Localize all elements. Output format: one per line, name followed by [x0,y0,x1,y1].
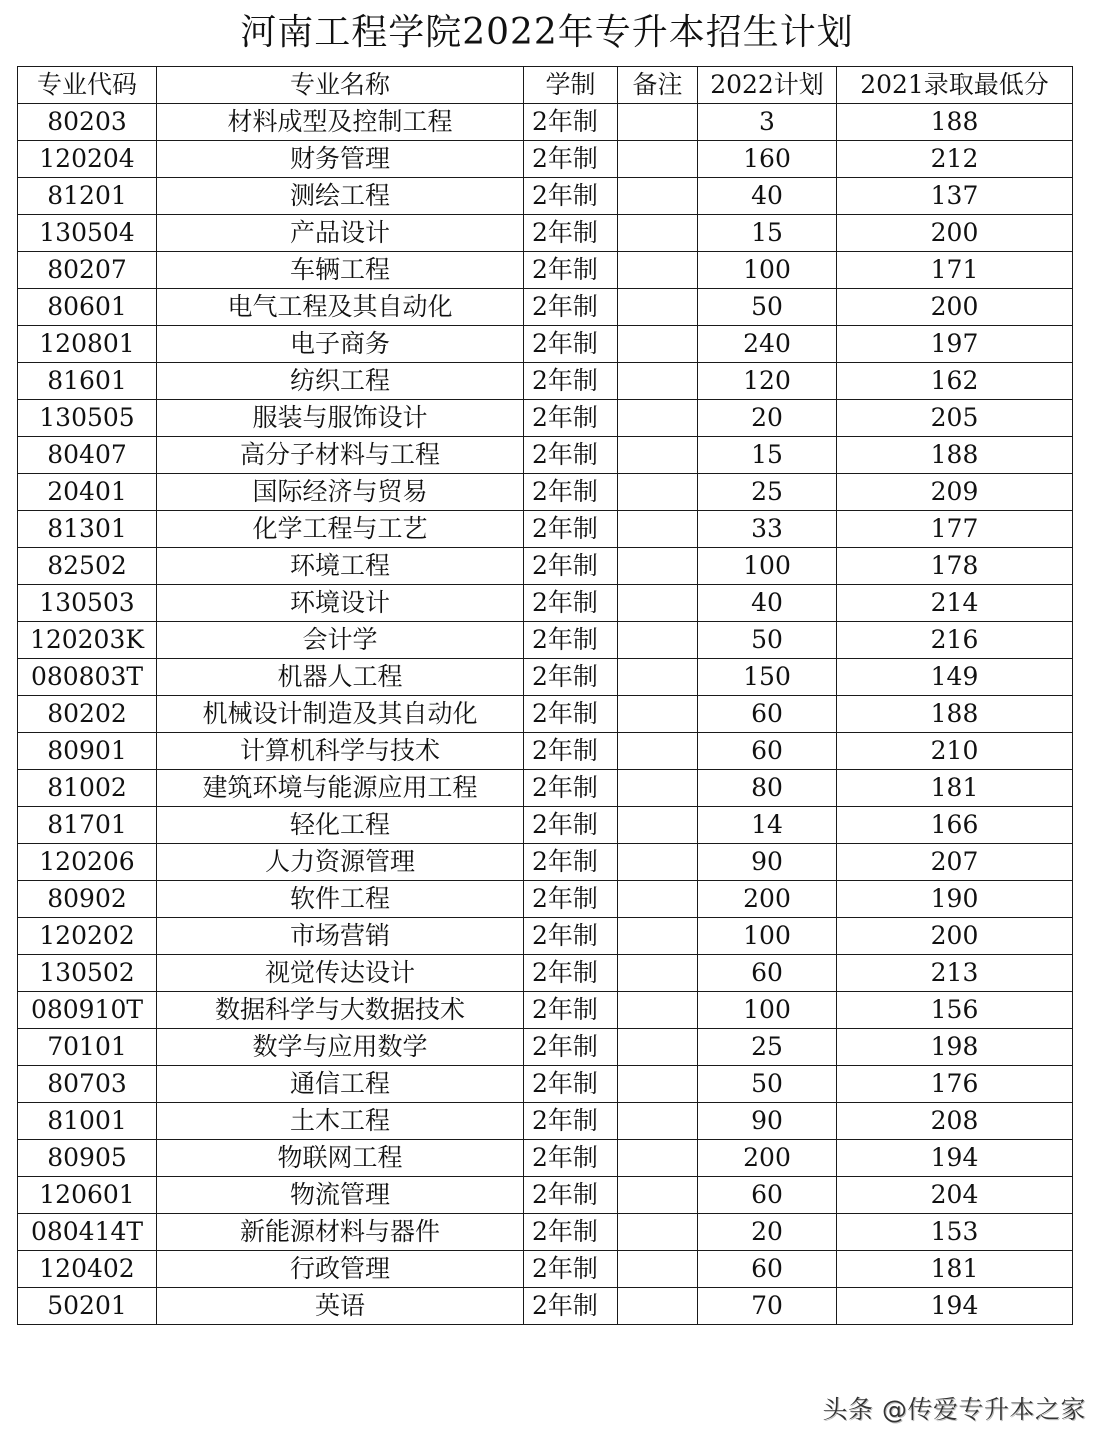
plan-2022-cell: 100 [698,252,837,289]
table-row [18,1288,1073,1325]
major-name-cell: 轻化工程 [157,807,524,844]
note-cell [618,1140,698,1177]
major-name-cell: 市场营销 [157,918,524,955]
note-cell [618,215,698,252]
table-row [18,400,1073,437]
study-system-cell: 2年制 [524,1066,618,1103]
major-name-cell: 物流管理 [157,1177,524,1214]
table-row [18,252,1073,289]
major-name-cell: 环境设计 [157,585,524,622]
table-row [18,770,1073,807]
min-score-2021-cell: 210 [837,733,1073,770]
major-code-cell: 130503 [18,585,157,622]
study-system-cell: 2年制 [524,178,618,215]
study-system-cell: 2年制 [524,252,618,289]
min-score-2021-cell: 188 [837,696,1073,733]
min-score-2021-cell: 188 [837,104,1073,141]
major-name-cell: 国际经济与贸易 [157,474,524,511]
major-name-cell: 纺织工程 [157,363,524,400]
plan-2022-cell: 50 [698,1066,837,1103]
note-cell [618,992,698,1029]
major-name-cell: 机器人工程 [157,659,524,696]
note-cell [618,659,698,696]
plan-2022-cell: 14 [698,807,837,844]
plan-2022-cell: 80 [698,770,837,807]
major-code-cell: 80203 [18,104,157,141]
table-row [18,1066,1073,1103]
table-row [18,696,1073,733]
study-system-cell: 2年制 [524,363,618,400]
plan-2022-cell: 15 [698,215,837,252]
table-row [18,1029,1073,1066]
plan-2022-cell: 60 [698,696,837,733]
min-score-2021-cell: 209 [837,474,1073,511]
table-row [18,807,1073,844]
major-code-cell: 120206 [18,844,157,881]
min-score-2021-cell: 171 [837,252,1073,289]
min-score-2021-cell: 137 [837,178,1073,215]
major-code-cell: 80202 [18,696,157,733]
min-score-2021-cell: 214 [837,585,1073,622]
note-cell [618,1288,698,1325]
note-cell [618,955,698,992]
table-row [18,1251,1073,1288]
min-score-2021-cell: 200 [837,289,1073,326]
study-system-cell: 2年制 [524,1177,618,1214]
note-cell [618,548,698,585]
note-cell [618,474,698,511]
study-system-cell: 2年制 [524,844,618,881]
major-code-cell: 80601 [18,289,157,326]
header-2022-plan: 2022计划 [698,67,837,104]
major-name-cell: 建筑环境与能源应用工程 [157,770,524,807]
header-2021-min-score: 2021录取最低分 [837,67,1073,104]
min-score-2021-cell: 178 [837,548,1073,585]
study-system-cell: 2年制 [524,918,618,955]
major-code-cell: 81601 [18,363,157,400]
study-system-cell: 2年制 [524,992,618,1029]
study-system-cell: 2年制 [524,1251,618,1288]
study-system-cell: 2年制 [524,141,618,178]
note-cell [618,1251,698,1288]
note-cell [618,881,698,918]
note-cell [618,141,698,178]
table-row [18,585,1073,622]
table-row [18,918,1073,955]
note-cell [618,696,698,733]
major-name-cell: 财务管理 [157,141,524,178]
min-score-2021-cell: 162 [837,363,1073,400]
major-code-cell: 81301 [18,511,157,548]
plan-2022-cell: 25 [698,474,837,511]
note-cell [618,511,698,548]
table-row [18,1214,1073,1251]
major-code-cell: 81001 [18,1103,157,1140]
min-score-2021-cell: 176 [837,1066,1073,1103]
min-score-2021-cell: 204 [837,1177,1073,1214]
note-cell [618,1066,698,1103]
table-row [18,844,1073,881]
major-name-cell: 英语 [157,1288,524,1325]
note-cell [618,622,698,659]
major-name-cell: 行政管理 [157,1251,524,1288]
plan-2022-cell: 70 [698,1288,837,1325]
note-cell [618,918,698,955]
plan-2022-cell: 50 [698,289,837,326]
min-score-2021-cell: 190 [837,881,1073,918]
note-cell [618,1214,698,1251]
study-system-cell: 2年制 [524,955,618,992]
major-name-cell: 车辆工程 [157,252,524,289]
major-code-cell: 80207 [18,252,157,289]
table-row [18,881,1073,918]
major-name-cell: 通信工程 [157,1066,524,1103]
major-name-cell: 产品设计 [157,215,524,252]
study-system-cell: 2年制 [524,548,618,585]
note-cell [618,807,698,844]
watermark: 头条 @传爱专升本之家 [822,1395,1086,1424]
major-name-cell: 会计学 [157,622,524,659]
study-system-cell: 2年制 [524,511,618,548]
table-row [18,1103,1073,1140]
note-cell [618,733,698,770]
major-code-cell: 82502 [18,548,157,585]
table-row [18,104,1073,141]
header-note: 备注 [618,67,698,104]
note-cell [618,326,698,363]
major-code-cell: 120801 [18,326,157,363]
note-cell [618,770,698,807]
study-system-cell: 2年制 [524,807,618,844]
min-score-2021-cell: 166 [837,807,1073,844]
plan-2022-cell: 100 [698,918,837,955]
major-name-cell: 物联网工程 [157,1140,524,1177]
major-code-cell: 80905 [18,1140,157,1177]
table-row [18,511,1073,548]
plan-2022-cell: 50 [698,622,837,659]
major-code-cell: 81201 [18,178,157,215]
plan-2022-cell: 100 [698,548,837,585]
min-score-2021-cell: 181 [837,1251,1073,1288]
note-cell [618,585,698,622]
major-code-cell: 81701 [18,807,157,844]
major-code-cell: 120204 [18,141,157,178]
study-system-cell: 2年制 [524,326,618,363]
major-code-cell: 70101 [18,1029,157,1066]
table-row [18,289,1073,326]
min-score-2021-cell: 213 [837,955,1073,992]
plan-2022-cell: 240 [698,326,837,363]
major-name-cell: 测绘工程 [157,178,524,215]
table-row [18,437,1073,474]
plan-2022-cell: 20 [698,400,837,437]
major-name-cell: 计算机科学与技术 [157,733,524,770]
table-row [18,733,1073,770]
study-system-cell: 2年制 [524,1029,618,1066]
plan-2022-cell: 3 [698,104,837,141]
study-system-cell: 2年制 [524,400,618,437]
major-code-cell: 50201 [18,1288,157,1325]
plan-2022-cell: 200 [698,881,837,918]
major-name-cell: 土木工程 [157,1103,524,1140]
plan-2022-cell: 60 [698,733,837,770]
study-system-cell: 2年制 [524,1288,618,1325]
min-score-2021-cell: 216 [837,622,1073,659]
plan-2022-cell: 20 [698,1214,837,1251]
study-system-cell: 2年制 [524,289,618,326]
min-score-2021-cell: 200 [837,918,1073,955]
study-system-cell: 2年制 [524,1214,618,1251]
major-name-cell: 软件工程 [157,881,524,918]
note-cell [618,400,698,437]
table-row [18,363,1073,400]
major-code-cell: 81002 [18,770,157,807]
table-row [18,178,1073,215]
major-code-cell: 080910T [18,992,157,1029]
major-code-cell: 80902 [18,881,157,918]
major-code-cell: 130504 [18,215,157,252]
major-name-cell: 机械设计制造及其自动化 [157,696,524,733]
plan-2022-cell: 150 [698,659,837,696]
major-name-cell: 电子商务 [157,326,524,363]
min-score-2021-cell: 198 [837,1029,1073,1066]
min-score-2021-cell: 205 [837,400,1073,437]
table-row [18,1177,1073,1214]
major-code-cell: 120203K [18,622,157,659]
min-score-2021-cell: 156 [837,992,1073,1029]
note-cell [618,1177,698,1214]
min-score-2021-cell: 208 [837,1103,1073,1140]
table-header-row [18,67,1073,104]
study-system-cell: 2年制 [524,622,618,659]
study-system-cell: 2年制 [524,215,618,252]
min-score-2021-cell: 207 [837,844,1073,881]
page-title: 河南工程学院2022年专升本招生计划 [240,12,854,53]
min-score-2021-cell: 149 [837,659,1073,696]
note-cell [618,1103,698,1140]
table-row [18,326,1073,363]
plan-2022-cell: 40 [698,178,837,215]
note-cell [618,437,698,474]
major-name-cell: 数学与应用数学 [157,1029,524,1066]
major-code-cell: 120402 [18,1251,157,1288]
study-system-cell: 2年制 [524,437,618,474]
header-study-system: 学制 [524,67,618,104]
major-name-cell: 新能源材料与器件 [157,1214,524,1251]
major-name-cell: 数据科学与大数据技术 [157,992,524,1029]
major-code-cell: 120601 [18,1177,157,1214]
major-name-cell: 人力资源管理 [157,844,524,881]
major-name-cell: 电气工程及其自动化 [157,289,524,326]
major-name-cell: 高分子材料与工程 [157,437,524,474]
min-score-2021-cell: 194 [837,1288,1073,1325]
min-score-2021-cell: 194 [837,1140,1073,1177]
table-row [18,659,1073,696]
plan-2022-cell: 40 [698,585,837,622]
major-name-cell: 化学工程与工艺 [157,511,524,548]
study-system-cell: 2年制 [524,696,618,733]
table-row [18,992,1073,1029]
plan-2022-cell: 60 [698,1177,837,1214]
note-cell [618,178,698,215]
plan-2022-cell: 15 [698,437,837,474]
min-score-2021-cell: 181 [837,770,1073,807]
major-name-cell: 视觉传达设计 [157,955,524,992]
note-cell [618,104,698,141]
plan-2022-cell: 33 [698,511,837,548]
table-row [18,215,1073,252]
header-major-name: 专业名称 [157,67,524,104]
study-system-cell: 2年制 [524,770,618,807]
major-code-cell: 080414T [18,1214,157,1251]
table-row [18,141,1073,178]
note-cell [618,252,698,289]
major-code-cell: 130502 [18,955,157,992]
study-system-cell: 2年制 [524,1140,618,1177]
major-name-cell: 环境工程 [157,548,524,585]
plan-2022-cell: 25 [698,1029,837,1066]
major-code-cell: 80407 [18,437,157,474]
table-row [18,622,1073,659]
table-row [18,1140,1073,1177]
table-row [18,474,1073,511]
plan-2022-cell: 60 [698,1251,837,1288]
header-major-code: 专业代码 [18,67,157,104]
major-code-cell: 80901 [18,733,157,770]
major-code-cell: 080803T [18,659,157,696]
note-cell [618,363,698,400]
enrollment-plan-table [17,66,1073,1325]
table-row [18,955,1073,992]
study-system-cell: 2年制 [524,659,618,696]
study-system-cell: 2年制 [524,881,618,918]
min-score-2021-cell: 188 [837,437,1073,474]
plan-2022-cell: 60 [698,955,837,992]
note-cell [618,289,698,326]
plan-2022-cell: 160 [698,141,837,178]
min-score-2021-cell: 153 [837,1214,1073,1251]
major-name-cell: 服装与服饰设计 [157,400,524,437]
min-score-2021-cell: 177 [837,511,1073,548]
study-system-cell: 2年制 [524,474,618,511]
study-system-cell: 2年制 [524,104,618,141]
table-row [18,548,1073,585]
major-code-cell: 120202 [18,918,157,955]
major-code-cell: 20401 [18,474,157,511]
study-system-cell: 2年制 [524,585,618,622]
major-code-cell: 80703 [18,1066,157,1103]
major-name-cell: 材料成型及控制工程 [157,104,524,141]
min-score-2021-cell: 197 [837,326,1073,363]
plan-2022-cell: 200 [698,1140,837,1177]
note-cell [618,1029,698,1066]
study-system-cell: 2年制 [524,733,618,770]
plan-2022-cell: 100 [698,992,837,1029]
plan-2022-cell: 90 [698,844,837,881]
min-score-2021-cell: 212 [837,141,1073,178]
min-score-2021-cell: 200 [837,215,1073,252]
major-code-cell: 130505 [18,400,157,437]
plan-2022-cell: 120 [698,363,837,400]
study-system-cell: 2年制 [524,1103,618,1140]
table-body [18,104,1073,1325]
plan-2022-cell: 90 [698,1103,837,1140]
note-cell [618,844,698,881]
